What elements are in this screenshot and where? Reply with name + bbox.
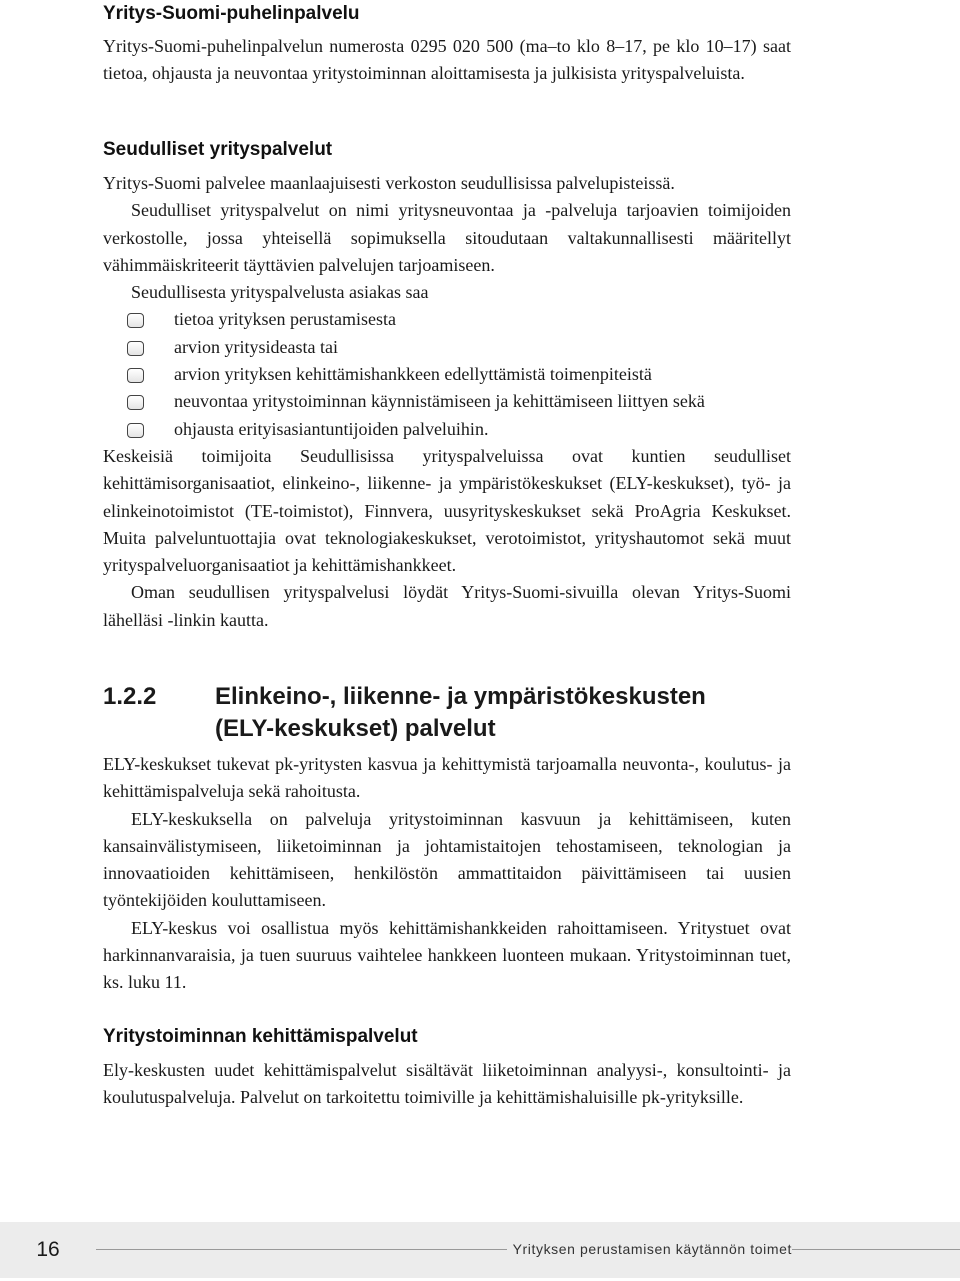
section-number: 1.2.2 — [103, 683, 157, 710]
paragraph: Seudulliset yrityspalvelut on nimi yritysneuvontaa ja -palveluja tarjoavien toimijoiden verkostolle, jossa yhteisellä sopimuksella sitoudutaan valtakunnallisesti määritellyt vähimmäiskriteerit täyttävien palvelujen tarjoamiseen. — [103, 200, 791, 275]
section-seudulliset-body — [103, 170, 791, 634]
paragraph: ELY-keskuksella on palveluja yritystoiminnan kasvuun ja kehittämiseen, kuten kansainvälistymiseen, liiketoiminnan ja johtamistaitojen tehostamiseen, teknologian ja innovaatioiden kehittämiseen, henkilöstön ammattitaidon päivittämiseen tai uusien työntekijöiden kouluttamiseen. — [103, 808, 791, 911]
paragraph: ELY-keskus voi osallistua myös kehittämishankkeiden rahoittamiseen. Yritystuet ovat harkinnanvaraisia, ja tuen suuruus vaihtelee hankkeen luonteen mukaan. Yritystoiminnan tuet, ks. luku 11. — [103, 917, 791, 993]
paragraph: ELY-keskukset tukevat pk-yritysten kasvua ja kehittymistä tarjoamalla neuvonta-, koulutus- ja kehittämispalveluja sekä rahoitusta. — [103, 754, 791, 802]
list-item: neuvontaa yritystoiminnan käynnistämiseen ja kehittämiseen liittyen sekä — [103, 388, 791, 415]
book-title: Yrityksen perustamisen käytännön toimet — [507, 1240, 792, 1258]
paragraph: Yritys-Suomi palvelee maanlaajuisesti verkoston seudullisissa palvelupisteissä. — [103, 173, 675, 193]
list-item: arvion yritysideasta tai — [103, 334, 791, 361]
list-item: arvion yrityksen kehittämishankkeen edellyttämistä toimenpiteistä — [103, 361, 791, 388]
section-heading: Yritystoiminnan kehittämispalvelut — [103, 1026, 418, 1047]
section-heading: Seudulliset yrityspalvelut — [103, 139, 333, 160]
bullet-icon — [127, 341, 144, 356]
section-title: Elinkeino-, liikenne- ja ympäristökeskusten (ELY-keskukset) palvelut — [215, 683, 706, 742]
section-kehittamispalvelut — [103, 1025, 791, 1049]
bullet-icon — [127, 423, 144, 438]
bullet-icon — [127, 395, 144, 410]
section-ely-heading — [103, 681, 791, 751]
paragraph: Oman seudullisen yrityspalvelusi löydät Yritys-Suomi-sivuilla olevan Yritys-Suomi lähelläsi -linkin kautta. — [103, 582, 791, 630]
paragraph: Yritys-Suomi-puhelinpalvelun numerosta 0295 020 500 (ma–to klo 8–17, pe klo 10–17) saat tietoa, ohjausta ja neuvontaa yritystoiminnan aloittamisesta ja julkisista yrityspalveluista. — [103, 36, 791, 84]
list-item: ohjausta erityisasiantuntijoiden palveluihin. — [103, 416, 791, 443]
list-item: tietoa yrityksen perustamisesta — [103, 306, 791, 333]
bullet-icon — [127, 368, 144, 383]
bullet-icon — [127, 313, 144, 328]
paragraph: Ely-keskusten uudet kehittämispalvelut sisältävät liiketoiminnan analyysi-, konsultointi- ja koulutuspalveluja. Palvelut on tarkoitettu toimiville ja kehittämishaluisille pk-yrityksille. — [103, 1060, 791, 1108]
section-puhelinpalvelu-body — [103, 33, 791, 88]
section-ely-body — [103, 751, 791, 997]
section-heading: Yritys-Suomi-puhelinpalvelu — [103, 3, 360, 24]
list-intro: Seudullisesta yrityspalvelusta asiakas saa — [131, 282, 429, 303]
section-puhelinpalvelu — [103, 2, 791, 26]
section-seudulliset — [103, 138, 791, 162]
page-number: 16 — [36, 1238, 60, 1261]
bullet-list — [103, 306, 791, 442]
page-footer — [0, 1222, 960, 1278]
paragraph: Keskeisiä toimijoita Seudullisissa yrityspalveluissa ovat kuntien seudulliset kehittämisorganisaatiot, elinkeino-, liikenne- ja ympäristökeskukset (ELY-keskukset), työ- ja elinkeinotoimistot (TE-toimistot), Finnvera, uusyrityskeskukset sekä ProAgria Keskukset. Muita palveluntuottajia ovat teknologiakeskukset, verotoimistot, yrityshautomot sekä muut yrityspalveluorganisaatiot ja kehittämishankkeet. — [103, 445, 791, 576]
section-kehittamispalvelut-body — [103, 1057, 791, 1112]
